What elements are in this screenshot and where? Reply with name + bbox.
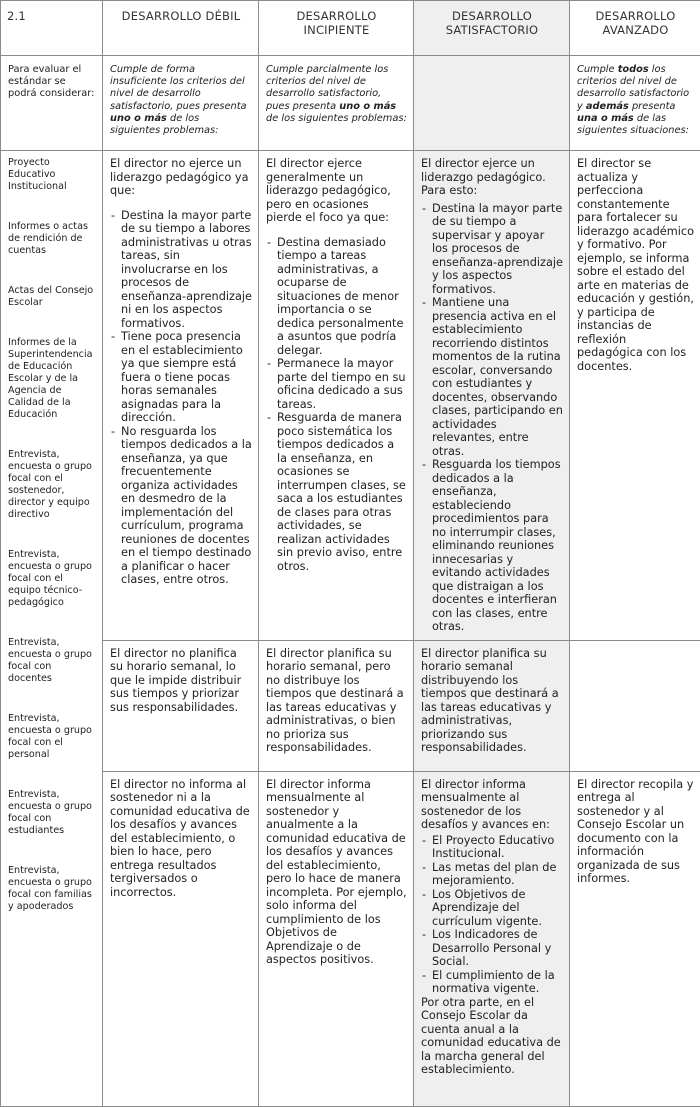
r2-debil: El director no planifica su horario semanal, lo que le impide distribuir sus tiempos y priorizar sus responsabilidades.	[103, 640, 259, 771]
header-avanzado: DESARROLLO AVANZADO	[570, 1, 700, 56]
list-item: - Destina demasiado tiempo a tareas administrativas, a ocuparse de situaciones de menor importancia o se dedica personalmente a asuntos que podría delegar.	[277, 236, 407, 358]
list-item: - Permanece la mayor parte del tiempo en su oficina dedicado a sus tareas.	[277, 357, 407, 411]
r1-avanzado: El director se actualiza y perfecciona constantemente para fortalecer su liderazgo académico y formativo. Por ejemplo, se informa sobre el estado del arte en materias de educación y gestión, y participa de instancias de reflexión pedagógica con los docentes.	[570, 151, 700, 641]
r3-satisfactorio-closing: Por otra parte, en el Consejo Escolar da cuenta anual a la comunidad educativa de la marcha general del establecimiento.	[421, 996, 563, 1077]
source-item: Entrevista, encuesta o grupo focal con docentes	[8, 637, 96, 685]
r3-satisfactorio-intro: El director informa mensualmente al sostenedor de los desafíos y avances en:	[421, 778, 563, 832]
list-item: - Mantiene una presencia activa en el establecimiento recorriendo distintos momentos de la rutina escolar, conversando con estudiantes y docentes, observando clases, participando en actividades relevantes, entre otras.	[432, 296, 563, 458]
list-item: - Resguarda los tiempos dedicados a la enseñanza, estableciendo procedimientos para no interrumpir clases, eliminando reuniones innecesarias y evitando actividades que distraigan a los docentes e interfieran con las clases, entre otras.	[432, 458, 563, 634]
r3-incipiente: El director informa mensualmente al sostenedor y anualmente a la comunidad educativa de los desafíos y avances del establecimiento, pero lo hace de manera incompleta. Por ejemplo, solo informa del cumplimiento de los Objetivos de Aprendizaje o de aspectos positivos.	[259, 771, 414, 1106]
evidence-sources	[1, 151, 103, 1107]
criteria-debil: Cumple de forma insuficiente los criterios del nivel de desarrollo satisfactorio, pues presenta uno o más de los siguientes problemas:	[103, 56, 259, 151]
r1-incipiente-list	[266, 236, 407, 574]
source-item: Proyecto Educativo Institucional	[8, 157, 96, 193]
list-item: - Los Objetivos de Aprendizaje del currículum vigente.	[432, 888, 563, 929]
r1-debil-intro: El director no ejerce un liderazgo pedagógico ya que:	[110, 157, 252, 198]
r1-satisfactorio-list	[421, 202, 563, 634]
r3-satisfactorio-list	[421, 834, 563, 996]
source-item: Informes de la Superintendencia de Educación Escolar y de la Agencia de Calidad de la Educación	[8, 337, 96, 421]
indicator-row-3	[1, 771, 700, 1106]
r1-incipiente-intro: El director ejerce generalmente un liderazgo pedagógico, pero en ocasiones pierde el foco ya que:	[266, 157, 407, 225]
list-item: - Resguarda de manera poco sistemática los tiempos dedicados a la enseñanza, en ocasiones se interrumpen clases, se saca a los estudiantes de clases para otras actividades, se realizan actividades sin previo aviso, entre otros.	[277, 411, 407, 573]
criteria-row	[1, 56, 700, 151]
criteria-avanzado: Cumple todos los criterios del nivel de desarrollo satisfactorio y además presenta una o más de las siguientes situaciones:	[570, 56, 700, 151]
header-satisfactorio: DESARROLLO SATISFACTORIO	[414, 1, 570, 56]
source-item: Entrevista, encuesta o grupo focal con familias y apoderados	[8, 865, 96, 913]
header-debil: DESARROLLO DÉBIL	[103, 1, 259, 56]
list-item: - Tiene poca presencia en el establecimiento ya que siempre está fuera o tiene pocas horas semanales asignadas para la dirección.	[121, 330, 252, 425]
list-item: - El Proyecto Educativo Institucional.	[432, 834, 563, 861]
r3-debil: El director no informa al sostenedor ni a la comunidad educativa de los desafíos y avances del establecimiento, o bien lo hace, pero entrega resultados tergiversados o incorrectos.	[103, 771, 259, 1106]
standard-code: 2.1	[1, 1, 103, 56]
header-incipiente: DESARROLLO INCIPIENTE	[259, 1, 414, 56]
r2-incipiente: El director planifica su horario semanal, pero no distribuye los tiempos que destinará a las tareas educativas y administrativas, o bien no prioriza sus responsabilidades.	[259, 640, 414, 771]
list-item: - Las metas del plan de mejoramiento.	[432, 861, 563, 888]
r3-satisfactorio	[414, 771, 570, 1106]
r1-debil	[103, 151, 259, 641]
list-item: - Destina la mayor parte de su tiempo a labores administrativas u otras tareas, sin involucrarse en los procesos de enseñanza-aprendizaje ni en los aspectos formativos.	[121, 209, 252, 331]
r3-avanzado: El director recopila y entrega al sostenedor y al Consejo Escolar un documento con la información organizada de sus informes.	[570, 771, 700, 1106]
source-item: Informes o actas de rendición de cuentas	[8, 221, 96, 257]
source-item: Entrevista, encuesta o grupo focal con estudiantes	[8, 789, 96, 837]
list-item: - El cumplimiento de la normativa vigente.	[432, 969, 563, 996]
source-item: Entrevista, encuesta o grupo focal con el sostenedor, director y equipo directivo	[8, 449, 96, 521]
r1-satisfactorio-intro: El director ejerce un liderazgo pedagógico. Para esto:	[421, 157, 563, 198]
criteria-incipiente: Cumple parcialmente los criterios del nivel de desarrollo satisfactorio, pues presenta uno o más de los siguientes problemas:	[259, 56, 414, 151]
list-item: - Los Indicadores de Desarrollo Personal y Social.	[432, 928, 563, 969]
list-item: - Destina la mayor parte de su tiempo a supervisar y apoyar los procesos de enseñanza-aprendizaje y los aspectos formativos.	[432, 202, 563, 297]
r1-debil-list	[110, 209, 252, 587]
evaluate-label: Para evaluar el estándar se podrá considerar:	[1, 56, 103, 151]
source-item: Actas del Consejo Escolar	[8, 285, 96, 309]
list-item: - No resguarda los tiempos dedicados a la enseñanza, ya que frecuentemente organiza actividades en desmedro de la implementación del currículum, programa reuniones de docentes en el tiempo destinado a planificar o hacer clases, entre otros.	[121, 425, 252, 587]
r1-satisfactorio	[414, 151, 570, 641]
source-item: Entrevista, encuesta o grupo focal con el equipo técnico-pedagógico	[8, 549, 96, 609]
source-item: Entrevista, encuesta o grupo focal con el personal	[8, 713, 96, 761]
r2-satisfactorio: El director planifica su horario semanal distribuyendo los tiempos que destinará a las tareas educativas y administrativas, priorizando sus responsabilidades.	[414, 640, 570, 771]
indicator-row-1	[1, 151, 700, 641]
header-row	[1, 1, 700, 56]
criteria-satisfactorio	[414, 56, 570, 151]
r2-avanzado	[570, 640, 700, 771]
r1-incipiente	[259, 151, 414, 641]
indicator-row-2	[1, 640, 700, 771]
